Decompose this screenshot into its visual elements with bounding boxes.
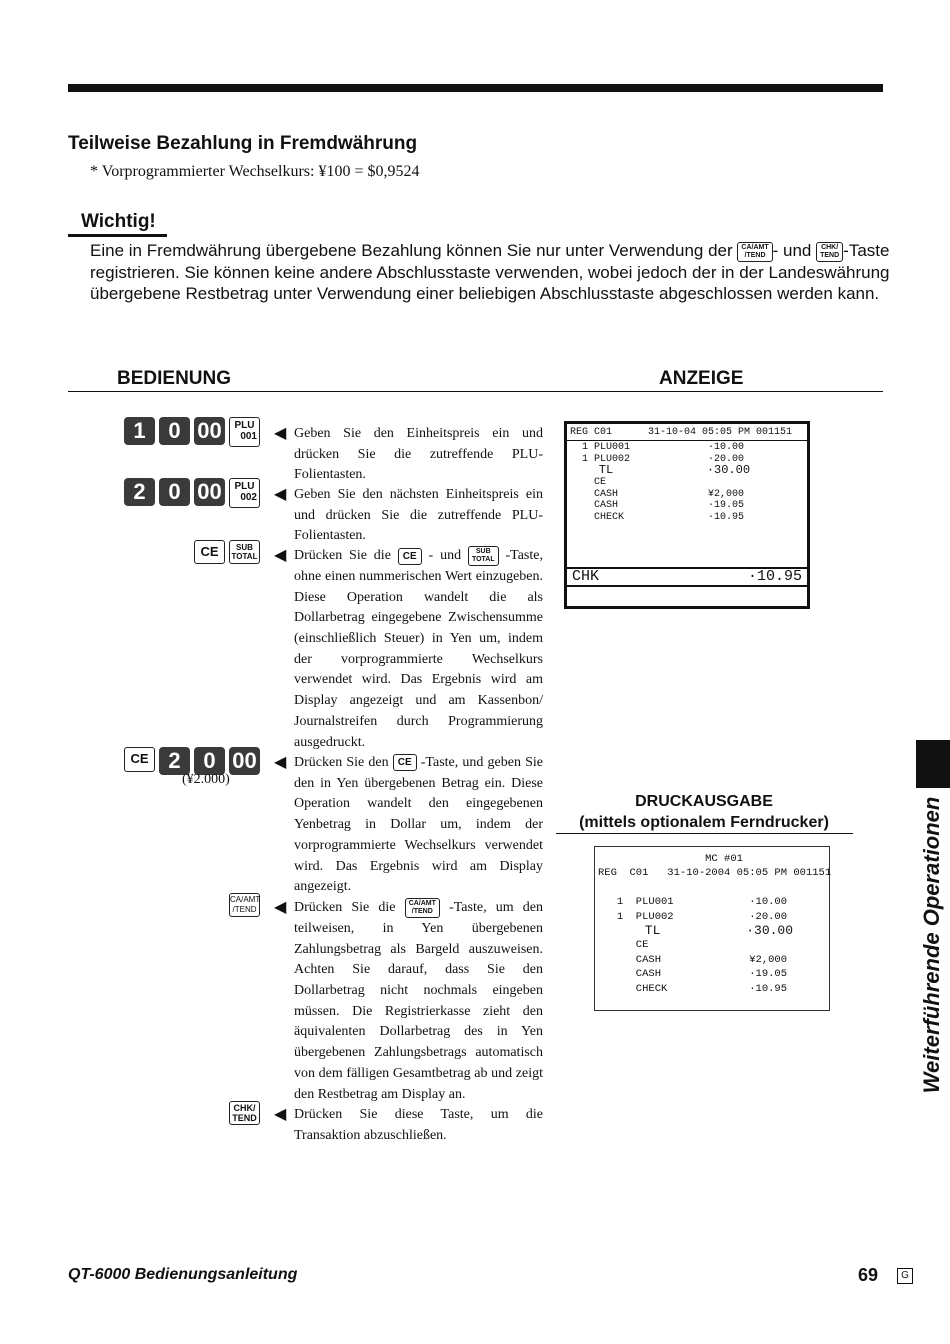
page-number: 69 [858, 1265, 879, 1285]
key-00[interactable]: 00 [229, 747, 260, 775]
key-2[interactable]: 2 [124, 478, 155, 506]
important-text [90, 240, 890, 305]
display-line: CE [570, 477, 607, 488]
display-big-value: ·10.95 [747, 568, 802, 585]
display-header-rule [567, 440, 807, 441]
chk-tend-key[interactable]: CHK/ TEND [229, 1101, 260, 1125]
header-operation: BEDIENUNG [117, 368, 232, 389]
display-line: CHECK ·10.95 [570, 511, 745, 523]
receipt-line: 1 PLU002 ·20.00 [598, 910, 788, 923]
plu-001-key[interactable]: PLU 001 [229, 417, 260, 447]
arrow-icon: ◀ [274, 754, 287, 771]
ca-amt-tend-key-inline: CA/AMT /TEND [405, 898, 440, 918]
arrow-icon: ◀ [274, 486, 287, 503]
footer-manual-title: QT-6000 Bedienungsanleitung [68, 1266, 298, 1283]
step-3-text: Drücken Sie die CE - und SUB TOTAL -Taste, ohne einen nummerischen Wert einzugeben. Diese Operation wandelt die als Dollarbetrag eingegebene Zwischensumme (einschließlich Steuer) in Yen um, indem der vorprogrammierte Wechselkurs verwendet wird. Das Ergebnis wird am Display angezeigt und am Kassenbon/ Journalstreifen durch Programmierung ausgedruckt. [294, 548, 543, 750]
key-00[interactable]: 00 [194, 478, 225, 506]
key-sequence-3 [190, 540, 260, 564]
arrow-icon: ◀ [274, 899, 287, 916]
yen-amount-note: (¥2.000) [182, 772, 230, 787]
step-1-text: Geben Sie den Einheitspreis ein und drücken Sie die zutreffende PLU-Folientasten. [294, 426, 543, 483]
receipt-line: CHECK ·10.95 [598, 982, 788, 995]
receipt-line: CASH ¥2,000 [598, 953, 788, 966]
step-4-text: Drücken Sie den CE -Taste, und geben Sie den in Yen übergebenen Betrag ein. Diese Operation wandelt den eingegebenen Yenbetrag in Dollar um, indem der vorprogrammierte Wechselkurs verwendet wird. Das Ergebnis wird am Display angezeigt. [294, 755, 543, 895]
key-sequence-2 [120, 478, 260, 508]
receipt-line: MC #01 [598, 853, 743, 865]
exchange-rate-note: * Vorprogrammierter Wechselkurs: ¥100 = $0,9524 [90, 163, 420, 180]
important-underline [68, 234, 167, 237]
printout-heading [556, 791, 852, 833]
header-rule [68, 391, 883, 392]
key-2[interactable]: 2 [159, 747, 190, 775]
display-line: 1 PLU001 ·10.00 [570, 442, 745, 453]
printout-title: DRUCKAUSGABE [635, 793, 773, 810]
display-line-total: TL ·30.00 [570, 463, 751, 478]
step-6-text: Drücken Sie diese Taste, um die Transaktion abzuschließen. [294, 1107, 543, 1143]
display-line: 1 PLU002 ·20.00 [570, 453, 745, 465]
receipt-line: REG C01 31-10-2004 05:05 PM 001151 [598, 867, 832, 880]
ce-key-inline: CE [393, 754, 417, 771]
header-display: ANZEIGE [659, 368, 744, 389]
key-0[interactable]: 0 [159, 417, 190, 445]
section-title: Teilweise Bezahlung in Fremdwährung [68, 133, 418, 154]
receipt-line: CE [598, 939, 649, 952]
printout-subtitle: (mittels optionalem Ferndrucker) [579, 814, 829, 831]
arrow-icon: ◀ [274, 547, 287, 564]
display-header: REG C01 31-10-04 05:05 PM 001151 [570, 427, 793, 438]
step-5-text: Drücken Sie die CA/AMT /TEND -Taste, um den teilweisen, in Yen übergebenen Zahlungsbetrag als Bargeld auszuweisen. Achten Sie darauf, dass Sie den Dollarbetrag nicht nochmals eingeben müssen. Die Registrierkasse zieht den äquivalenten Dollarbetrag des in Yen übergebenen Zahlungsbetrags automatisch von dem fälligen Gesamtbetrag ab und zeigt den Restbetrag am Display an. [294, 900, 543, 1102]
receipt-line: CASH ·19.05 [598, 968, 788, 981]
key-sequence-5 [225, 893, 260, 917]
important-text-3: -Taste registrieren. Sie können keine andere Abschlusstaste verwenden, wobei jedoch der in der Landeswährung übergebene Restbetrag unter Verwendung einer beliebigen Abschlusstaste abgeschlossen werden kann. [90, 241, 890, 304]
ce-key[interactable]: CE [194, 540, 225, 564]
display-line: CASH ¥2,000 [570, 488, 745, 500]
key-0[interactable]: 0 [159, 478, 190, 506]
display-separator [567, 585, 807, 587]
ce-key[interactable]: CE [124, 747, 155, 772]
key-1[interactable]: 1 [124, 417, 155, 445]
key-sequence-4 [120, 747, 260, 775]
arrow-icon: ◀ [274, 1106, 287, 1123]
receipt-line: 1 PLU001 ·10.00 [598, 896, 788, 909]
key-00[interactable]: 00 [194, 417, 225, 445]
ca-amt-tend-key[interactable]: CA/AMT /TEND [229, 893, 260, 917]
step-2-text: Geben Sie den nächsten Einheitspreis ein und drücken Sie die zutreffende PLU-Folientasten. [294, 487, 543, 544]
key-0[interactable]: 0 [194, 747, 225, 775]
key-sequence-1 [120, 417, 260, 447]
side-tab-label: Weiterführende Operationen [919, 796, 944, 1094]
subtotal-key-inline: SUB TOTAL [468, 546, 499, 566]
printout-receipt [594, 846, 830, 1011]
top-rule [68, 84, 883, 92]
subtotal-key[interactable]: SUB TOTAL [229, 540, 260, 564]
key-sequence-6 [225, 1101, 260, 1125]
side-tab-marker [916, 740, 950, 788]
display-line: CASH ·19.05 [570, 500, 745, 512]
arrow-icon: ◀ [274, 425, 287, 442]
ce-key-inline: CE [398, 548, 422, 565]
chk-tend-key-inline: CHK/ TEND [816, 242, 843, 262]
register-display [564, 421, 810, 609]
display-big-label: CHK [572, 568, 600, 585]
ca-amt-tend-key-inline: CA/AMT /TEND [737, 242, 772, 262]
important-text-1: Eine in Fremdwährung übergebene Bezahlung können Sie nur unter Verwendung der [90, 241, 738, 260]
important-text-2: - und [772, 241, 817, 260]
printout-rule [556, 833, 853, 834]
important-label: Wichtig! [81, 211, 156, 232]
receipt-line-total: TL ·30.00 [598, 923, 794, 938]
plu-002-key[interactable]: PLU 002 [229, 478, 260, 508]
language-badge: G [897, 1268, 913, 1284]
